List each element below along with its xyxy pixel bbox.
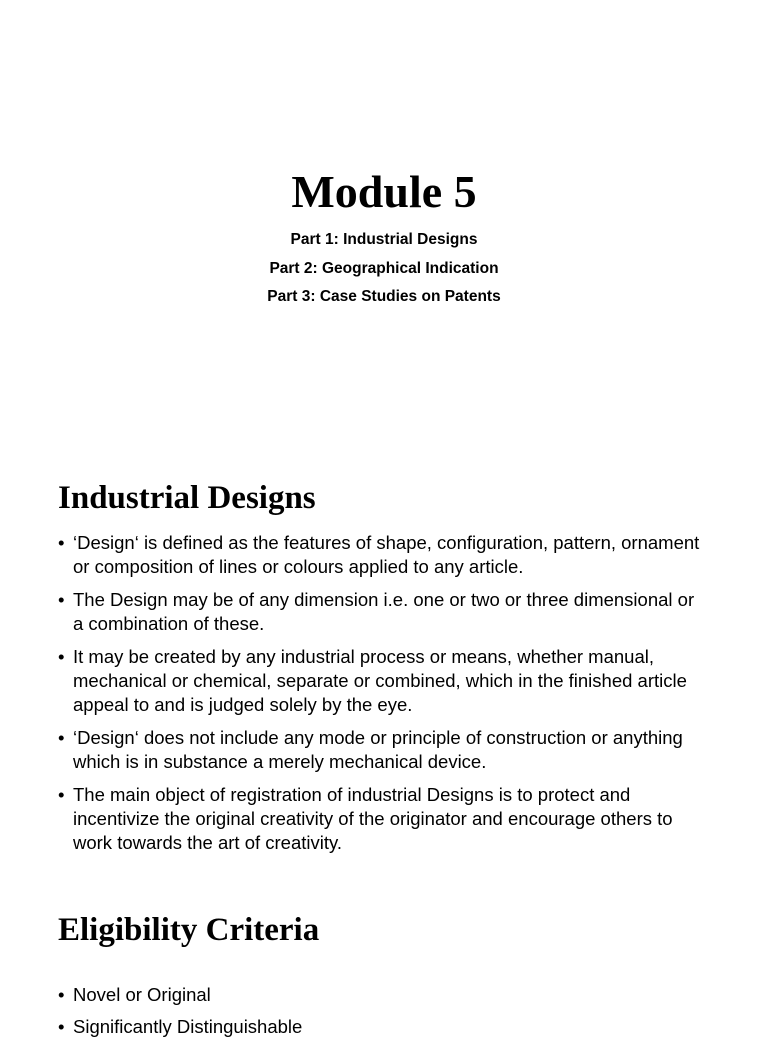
bullet-item <box>58 1015 708 1039</box>
eligibility-criteria-bullet-list <box>58 983 708 1048</box>
bullet-text: The Design may be of any dimension i.e. one or two or three dimensional or a combination of these. <box>73 588 695 635</box>
bullet-icon: • <box>58 783 65 805</box>
bullet-icon: • <box>58 1016 65 1038</box>
bullet-icon: • <box>58 984 65 1005</box>
bullet-item <box>58 726 708 775</box>
bullet-item <box>58 783 708 856</box>
part-2-label: Part 2: Geographical Indication <box>269 259 499 277</box>
bullet-item <box>58 588 708 637</box>
bullet-text: ‘Design‘ is defined as the features of shape, configuration, pattern, ornament or composition of lines or colours applied to any article. <box>73 532 700 578</box>
bullet-icon: • <box>58 588 65 610</box>
part-3-label: Part 3: Case Studies on Patents <box>267 288 501 305</box>
industrial-designs-heading: Industrial Designs <box>58 480 316 516</box>
bullet-icon: • <box>58 726 65 748</box>
eligibility-criteria-heading: Eligibility Criteria <box>58 912 320 948</box>
bullet-item <box>58 983 708 1007</box>
bullet-item <box>58 645 708 718</box>
bullet-text: It may be created by any industrial process or means, whether manual, mechanical or chemical, separate or combined, which in the finished article appeal to and is judged solely by the eye. <box>73 645 687 716</box>
bullet-text: Significantly Distinguishable <box>73 1016 303 1038</box>
module-parts-list <box>0 228 768 314</box>
bullet-icon: • <box>58 645 65 667</box>
bullet-text: Novel or Original <box>73 984 211 1005</box>
bullet-icon: • <box>58 532 65 553</box>
bullet-item <box>58 531 708 580</box>
module-title: Module 5 <box>291 166 477 217</box>
bullet-text: The main object of registration of industrial Designs is to protect and incentivize the original creativity of the originator and encourage others to work towards the art of creativity. <box>73 783 673 854</box>
part-1-label: Part 1: Industrial Designs <box>290 231 478 248</box>
bullet-text: ‘Design‘ does not include any mode or principle of construction or anything which is in substance a merely mechanical device. <box>73 726 683 773</box>
industrial-designs-bullet-list <box>58 531 708 864</box>
